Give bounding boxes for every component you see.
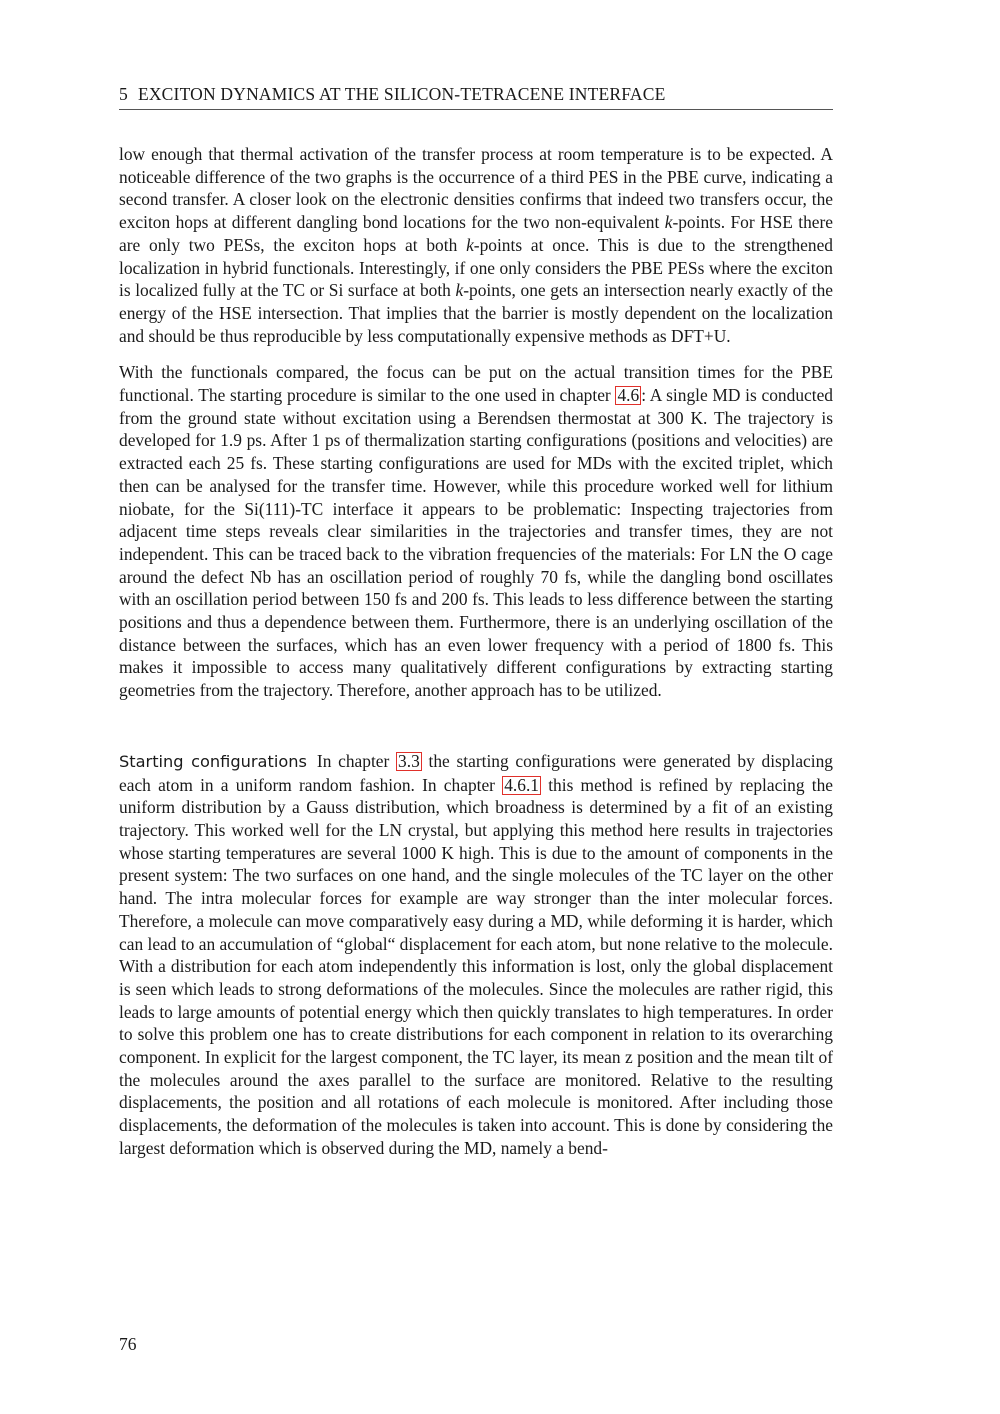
paragraph-2	[119, 361, 833, 702]
body-text	[119, 143, 833, 1160]
paragraph-3-text: In chapter	[316, 750, 397, 771]
paragraph-1-text: -points. For HSE there are only two PESs, the exciton hops at both	[119, 212, 834, 255]
k-symbol: k	[664, 212, 673, 233]
paragraph-3-text: this method is refined by replacing the uniform distribution by a Gauss distribution, which broadness is determined by a fit of an existing trajectory. This worked well for the LN crystal, but applying this method here results in trajectories whose starting temperatures are several 1000 K high. This is due to the amount of components in the present system: The two surfaces on one hand, and the single molecules of the TC layer on the other hand. The intra molecular forces for example are way stronger than the inter molecular forces. Therefore, a molecule can move comparatively easy during a MD, while deforming it is harder, which can lead to an accumulation of “global“ displacement for each atom, but none relative to the molecule. With a distribution for each atom independently this information is lost, only the global displacement is seen which leads to strong deformations of the molecules. Since the molecules are rather rigid, this leads to large amounts of potential energy which then quickly translates to high temperatures. In order to solve this problem one has to create distributions for each component in relation to its overarching component. In explicit for the largest component, the TC layer, its mean z position and the mean tilt of the molecules around the axes parallel to the surface are monitored. Relative to the resulting displacements, the position and all rotations of each molecule is monitored. After including those displacements, the deformation of the molecules is taken into account. This is done by considering the largest deformation which is observed during the MD, namely a bend-	[119, 774, 833, 1158]
chapter-title: EXCITON DYNAMICS AT THE SILICON-TETRACENE INTERFACE	[137, 84, 666, 104]
section-heading-starting-configurations: Starting configurations	[119, 751, 307, 771]
paragraph-2-text: : A single MD is conducted from the ground state without excitation using a Berendsen thermostat at 300 K. The trajectory is developed for 1.9 ps. After 1 ps of thermalization starting configurations (positions and velocities) are extracted each 25 fs. These starting configurations are used for MDs with the excited triplet, which then can be analysed for the transfer time. However, while this procedure worked well for lithium niobate, for the Si(111)-TC interface it appears to be problematic: Inspecting trajectories from adjacent time steps reveals clear similarities in the trajectories and transfer times, they are not independent. This can be traced back to the vibration frequencies of the materials: For LN the O cage around the defect Nb has an oscillation period of roughly 70 fs, while the dangling bond oscillates with an oscillation period between 150 fs and 200 fs. This leads to less difference between the starting positions and thus a dependence between them. Furthermore, there is an underlying oscillation of the distance between the surfaces, which has an even lower frequency with a period of 1800 fs. This makes it impossible to access many qualitatively different configurations by extracting starting geometries from the trajectory. Therefore, another approach has to be utilized.	[119, 385, 833, 701]
paragraph-3	[119, 750, 833, 1160]
paragraph-1-text: -points, one gets an intersection nearly exactly of the energy of the HSE intersection. That implies that the barrier is mostly dependent on the localization and should be thus reproducible by less computationally expensive methods as DFT+U.	[119, 280, 833, 346]
running-header	[119, 84, 833, 110]
chapter-ref-4-6[interactable]: 4.6	[617, 385, 640, 406]
k-symbol: k	[466, 234, 474, 255]
paragraph-2-text: With the functionals compared, the focus can be put on the actual transition times for the PBE functional. The starting procedure is similar to the one used in chapter	[119, 362, 833, 406]
paragraph-3-text: the starting configurations were generated by displacing each atom in a uniform random fashion. In chapter	[119, 750, 833, 795]
k-symbol: k	[455, 280, 464, 301]
chapter-ref-4-6-1[interactable]: 4.6.1	[504, 774, 539, 795]
paragraph-1-text: low enough that thermal activation of the transfer process at room temperature is to be expected. A noticeable difference of the two graphs is the occurrence of a third PES in the PBE curve, indicating a second transfer. A closer look on the electronic densities confirms that indeed two transfers occur, the exciton hops at different dangling bond locations for the two non-equivalent	[119, 144, 833, 233]
paragraph-1-text: -points at once. This is due to the strengthened localization in hybrid functionals. Interestingly, if one only considers the PBE PESs where the exciton is localized fully at the TC or Si surface at both	[119, 234, 833, 301]
paragraph-1	[119, 143, 833, 347]
page-number: 76	[119, 1334, 137, 1354]
chapter-number: 5	[119, 84, 128, 104]
chapter-ref-3-3[interactable]: 3.3	[398, 750, 420, 771]
